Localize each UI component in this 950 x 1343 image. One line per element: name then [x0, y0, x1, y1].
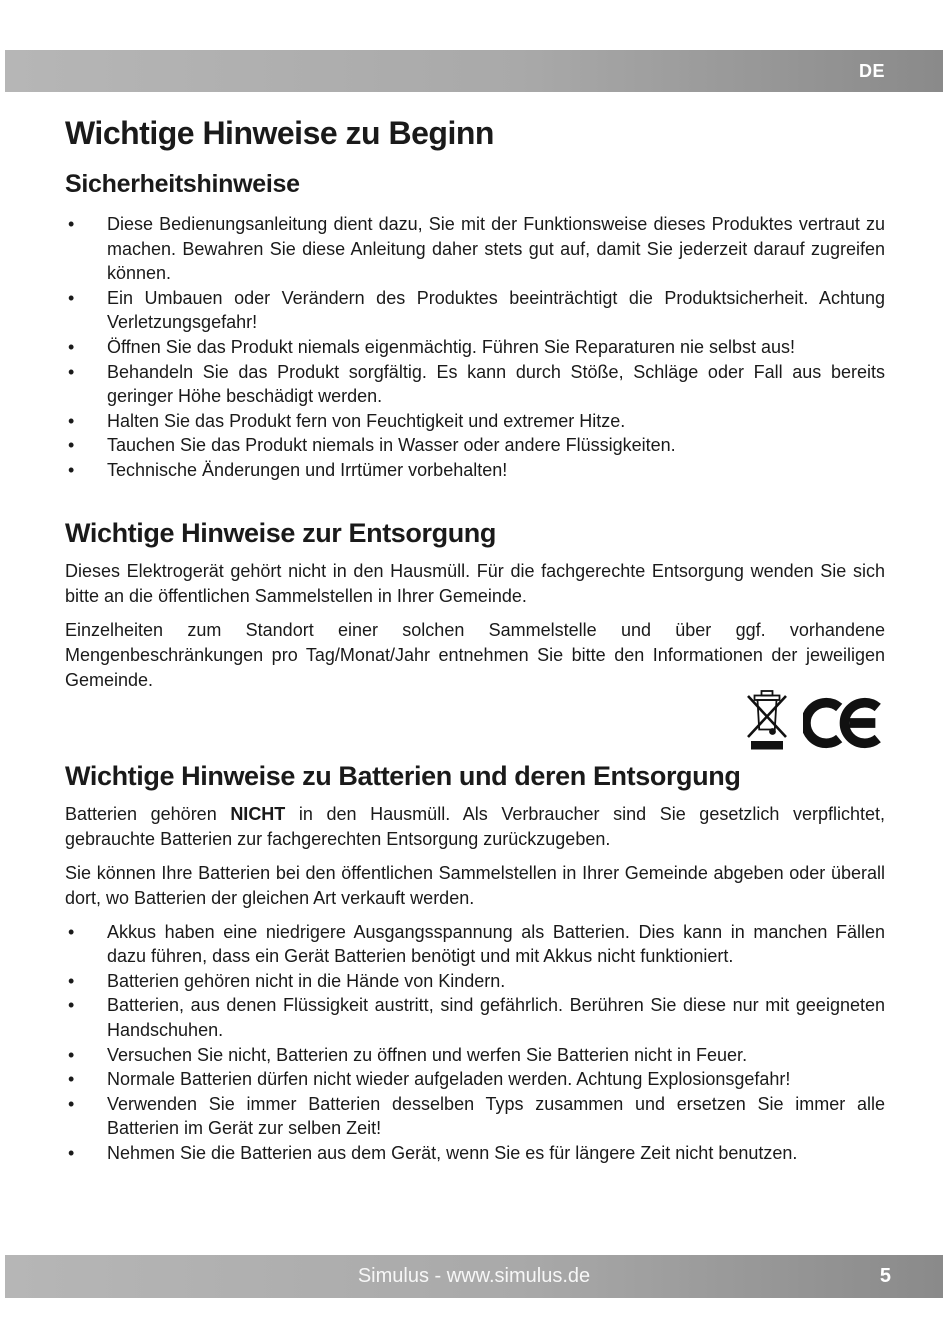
- list-item: • Technische Änderungen und Irrtümer vorbehalten!: [65, 458, 885, 483]
- list-item: • Behandeln Sie das Produkt sorgfältig. Es kann durch Stöße, Schläge oder Fall aus bereits geringer Höhe beschädigt werden.: [65, 360, 885, 409]
- disposal-paragraph-2: Einzelheiten zum Standort einer solchen Sammelstelle und über ggf. vorhandene Mengenbeschränkungen pro Tag/Monat/Jahr entnehmen Sie bitte den Informationen der jeweiligen Gemeinde.: [65, 619, 885, 690]
- list-item: • Nehmen Sie die Batterien aus dem Gerät, wenn Sie es für längere Zeit nicht benutzen.: [65, 1141, 885, 1166]
- list-item: • Batterien, aus denen Flüssigkeit austritt, sind gefährlich. Berühren Sie diese nur mit geeigneten Handschuhen.: [65, 993, 885, 1042]
- list-item: • Halten Sie das Produkt fern von Feuchtigkeit und extremer Hitze.: [65, 409, 885, 434]
- safety-heading: Sicherheitshinweise: [65, 170, 300, 198]
- list-item: • Tauchen Sie das Produkt niemals in Wasser oder andere Flüssigkeiten.: [65, 433, 885, 458]
- safety-bullet-list: [65, 212, 885, 483]
- page-content: [65, 92, 885, 1165]
- list-item: • Verwenden Sie immer Batterien desselben Typs zusammen und ersetzen Sie immer alle Batterien im Gerät zur selben Zeit!: [65, 1092, 885, 1141]
- footer-bar: [5, 1255, 943, 1298]
- footer-page-number: 5: [879, 1265, 891, 1287]
- certification-icons-row: [65, 687, 885, 751]
- list-item: • Normale Batterien dürfen nicht wieder aufgeladen werden. Achtung Explosionsgefahr!: [65, 1067, 885, 1092]
- footer-brand-text: Simulus - www.simulus.de: [357, 1265, 591, 1287]
- batteries-heading: Wichtige Hinweise zu Batterien und deren Entsorgung: [65, 760, 741, 791]
- language-label: DE: [858, 61, 885, 81]
- list-item: • Batterien gehören nicht in die Hände von Kindern.: [65, 969, 885, 994]
- disposal-heading: Wichtige Hinweise zur Entsorgung: [65, 517, 496, 548]
- batteries-bullet-list: [65, 920, 885, 1166]
- batteries-paragraph-1-bold: NICHT: [230, 803, 286, 824]
- batteries-paragraph-1-after: in den Hausmüll. Als Verbraucher sind Sie gesetzlich verpflichtet, gebrauchte Batterien zur fachgerechten Entsorgung zurückzugeben.: [65, 803, 885, 849]
- list-item: • Diese Bedienungsanleitung dient dazu, Sie mit der Funktionsweise dieses Produktes vertraut zu machen. Bewahren Sie diese Anleitung daher stets gut auf, damit Sie jederzeit darauf zugreifen können.: [65, 212, 885, 286]
- weee-crossed-out-bin-icon: [747, 689, 787, 751]
- ce-mark-icon: [803, 695, 885, 751]
- list-item: • Ein Umbauen oder Verändern des Produktes beeinträchtigt die Produktsicherheit. Achtung Verletzungsgefahr!: [65, 286, 885, 335]
- batteries-paragraph-2: Sie können Ihre Batterien bei den öffentlichen Sammelstellen in Ihrer Gemeinde abgeben oder überall dort, wo Batterien der gleichen Art verkauft werden.: [65, 862, 885, 908]
- batteries-paragraph-1-before: Batterien gehören: [65, 803, 231, 824]
- page-title: Wichtige Hinweise zu Beginn: [65, 115, 494, 151]
- list-item: • Akkus haben eine niedrigere Ausgangsspannung als Batterien. Dies kann in manchen Fällen dazu führen, dass ein Gerät Batterien benötigt und mit Akkus nicht funktioniert.: [65, 920, 885, 969]
- list-item: • Öffnen Sie das Produkt niemals eigenmächtig. Führen Sie Reparaturen nie selbst aus!: [65, 335, 885, 360]
- batteries-paragraph-1: [65, 802, 885, 852]
- list-item: • Versuchen Sie nicht, Batterien zu öffnen und werfen Sie Batterien nicht in Feuer.: [65, 1043, 885, 1068]
- disposal-paragraph-1: Dieses Elektrogerät gehört nicht in den Hausmüll. Für die fachgerechte Entsorgung wenden Sie sich bitte an die öffentlichen Sammelstellen in Ihrer Gemeinde.: [65, 560, 885, 606]
- header-bar: [5, 50, 943, 92]
